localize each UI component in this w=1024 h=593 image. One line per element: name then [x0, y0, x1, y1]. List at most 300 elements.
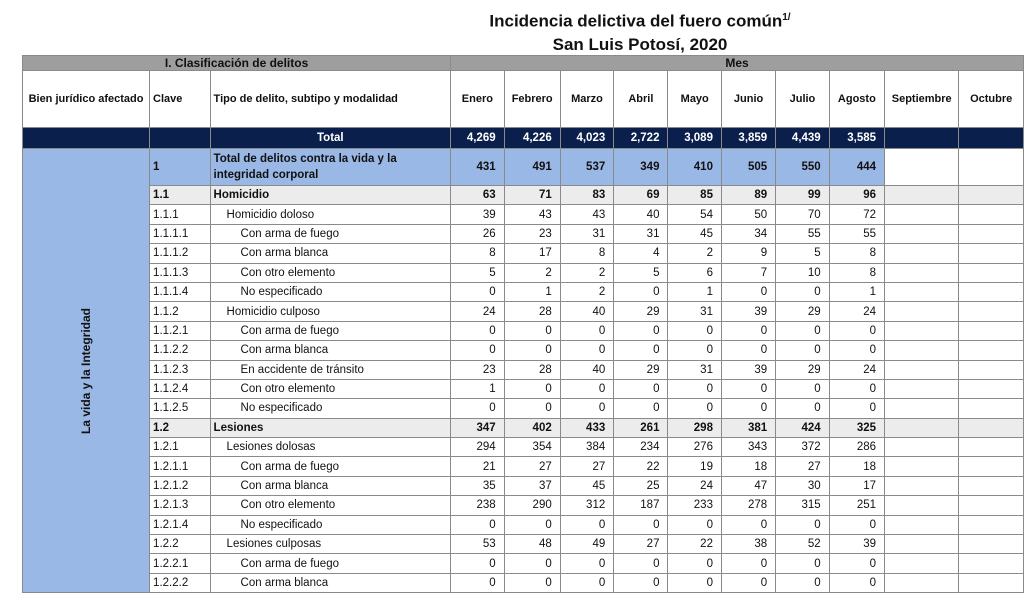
value-cell-marzo: 83 — [560, 186, 614, 205]
value-cell-junio: 38 — [721, 535, 775, 554]
month-header-enero: Enero — [451, 71, 505, 128]
table-row — [23, 321, 1024, 340]
clave-cell: 1.1.2.5 — [150, 399, 211, 418]
value-cell-julio: 424 — [776, 418, 830, 437]
value-cell-septiembre — [885, 224, 959, 243]
tipo-cell: Lesiones dolosas — [210, 438, 451, 457]
clave-cell: 1.1.2.3 — [150, 360, 211, 379]
value-cell-mayo: 31 — [668, 302, 722, 321]
value-cell-octubre — [959, 438, 1024, 457]
value-cell-julio: 10 — [776, 263, 830, 282]
value-cell-junio: 505 — [721, 149, 775, 186]
value-cell-septiembre — [885, 399, 959, 418]
value-cell-marzo: 2 — [560, 263, 614, 282]
value-cell-julio: 27 — [776, 457, 830, 476]
clave-cell: 1.2 — [150, 418, 211, 437]
table-row — [23, 360, 1024, 379]
value-cell-junio: 39 — [721, 302, 775, 321]
value-cell-septiembre — [885, 515, 959, 534]
title-line1: Incidencia delictiva del fuero común — [489, 11, 783, 31]
value-cell-enero: 63 — [451, 186, 505, 205]
value-cell-octubre — [959, 128, 1024, 149]
value-cell-octubre — [959, 496, 1024, 515]
value-cell-junio: 0 — [721, 573, 775, 592]
value-cell-abril: 261 — [614, 418, 668, 437]
clave-cell — [150, 128, 211, 149]
value-cell-febrero: 0 — [504, 379, 560, 398]
value-cell-abril: 0 — [614, 341, 668, 360]
value-cell-marzo: 45 — [560, 476, 614, 495]
value-cell-enero: 0 — [451, 515, 505, 534]
value-cell-julio: 99 — [776, 186, 830, 205]
clave-cell: 1.2.2 — [150, 535, 211, 554]
value-cell-enero: 21 — [451, 457, 505, 476]
tipo-cell: En accidente de tránsito — [210, 360, 451, 379]
value-cell-octubre — [959, 554, 1024, 573]
value-cell-enero: 0 — [451, 321, 505, 340]
value-cell-enero: 24 — [451, 302, 505, 321]
value-cell-septiembre — [885, 149, 959, 186]
clave-header: Clave — [150, 71, 211, 128]
value-cell-agosto: 251 — [829, 496, 884, 515]
value-cell-julio: 550 — [776, 149, 830, 186]
value-cell-marzo: 0 — [560, 379, 614, 398]
value-cell-junio: 39 — [721, 360, 775, 379]
tipo-cell: Con otro elemento — [210, 263, 451, 282]
tipo-header: Tipo de delito, subtipo y modalidad — [210, 71, 451, 128]
value-cell-septiembre — [885, 573, 959, 592]
value-cell-agosto: 18 — [829, 457, 884, 476]
value-cell-junio: 0 — [721, 515, 775, 534]
value-cell-octubre — [959, 535, 1024, 554]
value-cell-julio: 30 — [776, 476, 830, 495]
tipo-cell: Con arma blanca — [210, 341, 451, 360]
value-cell-abril: 27 — [614, 535, 668, 554]
value-cell-julio: 70 — [776, 205, 830, 224]
value-cell-mayo: 54 — [668, 205, 722, 224]
tipo-cell: No especificado — [210, 515, 451, 534]
value-cell-agosto: 72 — [829, 205, 884, 224]
value-cell-agosto: 1 — [829, 282, 884, 301]
month-header-febrero: Febrero — [504, 71, 560, 128]
value-cell-septiembre — [885, 554, 959, 573]
value-cell-octubre — [959, 379, 1024, 398]
value-cell-mayo: 0 — [668, 515, 722, 534]
value-cell-septiembre — [885, 263, 959, 282]
value-cell-julio: 0 — [776, 341, 830, 360]
tipo-cell: Con arma de fuego — [210, 554, 451, 573]
month-header-agosto: Agosto — [829, 71, 884, 128]
value-cell-agosto: 39 — [829, 535, 884, 554]
clave-cell: 1.1 — [150, 186, 211, 205]
value-cell-febrero: 0 — [504, 554, 560, 573]
value-cell-julio: 315 — [776, 496, 830, 515]
tipo-cell: Homicidio culposo — [210, 302, 451, 321]
clave-cell: 1 — [150, 149, 211, 186]
value-cell-febrero: 27 — [504, 457, 560, 476]
value-cell-julio: 0 — [776, 573, 830, 592]
value-cell-enero: 35 — [451, 476, 505, 495]
title-footnote: 1/ — [782, 12, 791, 23]
value-cell-junio: 0 — [721, 399, 775, 418]
value-cell-abril: 0 — [614, 282, 668, 301]
value-cell-agosto: 24 — [829, 360, 884, 379]
value-cell-enero: 431 — [451, 149, 505, 186]
value-cell-abril: 0 — [614, 321, 668, 340]
value-cell-agosto: 0 — [829, 554, 884, 573]
value-cell-junio: 50 — [721, 205, 775, 224]
clave-cell: 1.2.1 — [150, 438, 211, 457]
value-cell-febrero: 0 — [504, 399, 560, 418]
value-cell-febrero: 28 — [504, 360, 560, 379]
value-cell-enero: 0 — [451, 341, 505, 360]
value-cell-febrero: 402 — [504, 418, 560, 437]
tipo-cell: Con arma de fuego — [210, 224, 451, 243]
clave-cell: 1.1.1.4 — [150, 282, 211, 301]
value-cell-febrero: 354 — [504, 438, 560, 457]
tipo-cell: Con otro elemento — [210, 379, 451, 398]
value-cell-enero: 347 — [451, 418, 505, 437]
value-cell-febrero: 37 — [504, 476, 560, 495]
value-cell-agosto: 8 — [829, 244, 884, 263]
value-cell-junio: 3,859 — [721, 128, 775, 149]
value-cell-abril: 2,722 — [614, 128, 668, 149]
value-cell-julio: 29 — [776, 302, 830, 321]
table-row — [23, 186, 1024, 205]
value-cell-octubre — [959, 149, 1024, 186]
value-cell-octubre — [959, 476, 1024, 495]
value-cell-agosto: 0 — [829, 573, 884, 592]
value-cell-mayo: 24 — [668, 476, 722, 495]
tipo-cell: Total — [210, 128, 451, 149]
value-cell-abril: 0 — [614, 515, 668, 534]
value-cell-octubre — [959, 515, 1024, 534]
value-cell-abril: 69 — [614, 186, 668, 205]
value-cell-marzo: 8 — [560, 244, 614, 263]
value-cell-enero: 26 — [451, 224, 505, 243]
value-cell-marzo: 2 — [560, 282, 614, 301]
clave-cell: 1.1.2 — [150, 302, 211, 321]
value-cell-abril: 4 — [614, 244, 668, 263]
value-cell-octubre — [959, 341, 1024, 360]
value-cell-enero: 294 — [451, 438, 505, 457]
value-cell-agosto: 444 — [829, 149, 884, 186]
value-cell-junio: 0 — [721, 341, 775, 360]
header-row-2 — [23, 71, 1024, 128]
table-row — [23, 379, 1024, 398]
table-row — [23, 341, 1024, 360]
value-cell-octubre — [959, 302, 1024, 321]
month-header-abril: Abril — [614, 71, 668, 128]
value-cell-octubre — [959, 244, 1024, 263]
clave-cell: 1.2.1.4 — [150, 515, 211, 534]
value-cell-febrero: 491 — [504, 149, 560, 186]
clave-cell: 1.2.1.1 — [150, 457, 211, 476]
value-cell-junio: 381 — [721, 418, 775, 437]
tipo-cell: Con arma de fuego — [210, 457, 451, 476]
value-cell-septiembre — [885, 128, 959, 149]
value-cell-marzo: 40 — [560, 360, 614, 379]
value-cell-octubre — [959, 399, 1024, 418]
value-cell-agosto: 286 — [829, 438, 884, 457]
value-cell-marzo: 27 — [560, 457, 614, 476]
tipo-cell: Lesiones — [210, 418, 451, 437]
month-header-marzo: Marzo — [560, 71, 614, 128]
mes-header: Mes — [451, 56, 1024, 71]
value-cell-octubre — [959, 573, 1024, 592]
page-title — [380, 6, 900, 56]
value-cell-mayo: 6 — [668, 263, 722, 282]
value-cell-abril: 234 — [614, 438, 668, 457]
value-cell-septiembre — [885, 379, 959, 398]
value-cell-junio: 343 — [721, 438, 775, 457]
value-cell-agosto: 0 — [829, 341, 884, 360]
value-cell-abril: 29 — [614, 360, 668, 379]
value-cell-junio: 9 — [721, 244, 775, 263]
value-cell-enero: 0 — [451, 282, 505, 301]
value-cell-junio: 89 — [721, 186, 775, 205]
value-cell-julio: 0 — [776, 515, 830, 534]
value-cell-junio: 0 — [721, 321, 775, 340]
value-cell-julio: 0 — [776, 554, 830, 573]
value-cell-marzo: 384 — [560, 438, 614, 457]
value-cell-julio: 52 — [776, 535, 830, 554]
table-row — [23, 554, 1024, 573]
value-cell-abril: 187 — [614, 496, 668, 515]
value-cell-julio: 4,439 — [776, 128, 830, 149]
value-cell-marzo: 0 — [560, 573, 614, 592]
value-cell-junio: 278 — [721, 496, 775, 515]
value-cell-septiembre — [885, 438, 959, 457]
value-cell-septiembre — [885, 418, 959, 437]
tipo-cell: No especificado — [210, 282, 451, 301]
value-cell-octubre — [959, 282, 1024, 301]
value-cell-marzo: 0 — [560, 341, 614, 360]
value-cell-mayo: 410 — [668, 149, 722, 186]
table-row — [23, 399, 1024, 418]
value-cell-marzo: 31 — [560, 224, 614, 243]
value-cell-mayo: 233 — [668, 496, 722, 515]
tipo-cell: Con arma blanca — [210, 476, 451, 495]
value-cell-septiembre — [885, 244, 959, 263]
section-header: I. Clasificación de delitos — [23, 56, 451, 71]
value-cell-agosto: 17 — [829, 476, 884, 495]
table-row — [23, 438, 1024, 457]
value-cell-septiembre — [885, 302, 959, 321]
value-cell-septiembre — [885, 535, 959, 554]
value-cell-marzo: 0 — [560, 554, 614, 573]
table-row — [23, 535, 1024, 554]
value-cell-mayo: 3,089 — [668, 128, 722, 149]
value-cell-marzo: 43 — [560, 205, 614, 224]
value-cell-abril: 0 — [614, 379, 668, 398]
value-cell-agosto: 55 — [829, 224, 884, 243]
value-cell-enero: 0 — [451, 554, 505, 573]
header-row-1 — [23, 56, 1024, 71]
value-cell-julio: 5 — [776, 244, 830, 263]
tipo-cell: Total de delitos contra la vida y la integridad corporal — [210, 149, 451, 186]
clave-cell: 1.2.1.2 — [150, 476, 211, 495]
value-cell-julio: 0 — [776, 379, 830, 398]
value-cell-mayo: 0 — [668, 321, 722, 340]
value-cell-octubre — [959, 360, 1024, 379]
month-header-julio: Julio — [776, 71, 830, 128]
clave-cell: 1.1.2.2 — [150, 341, 211, 360]
value-cell-febrero: 0 — [504, 573, 560, 592]
clave-cell: 1.1.1.1 — [150, 224, 211, 243]
value-cell-abril: 0 — [614, 573, 668, 592]
tipo-cell: Con otro elemento — [210, 496, 451, 515]
value-cell-abril: 349 — [614, 149, 668, 186]
value-cell-agosto: 0 — [829, 321, 884, 340]
clave-cell: 1.2.2.1 — [150, 554, 211, 573]
value-cell-febrero: 290 — [504, 496, 560, 515]
value-cell-octubre — [959, 457, 1024, 476]
table-row — [23, 476, 1024, 495]
value-cell-mayo: 298 — [668, 418, 722, 437]
value-cell-junio: 34 — [721, 224, 775, 243]
table-row — [23, 496, 1024, 515]
value-cell-marzo: 40 — [560, 302, 614, 321]
value-cell-septiembre — [885, 186, 959, 205]
value-cell-abril: 0 — [614, 399, 668, 418]
value-cell-enero: 238 — [451, 496, 505, 515]
value-cell-febrero: 2 — [504, 263, 560, 282]
table-row — [23, 515, 1024, 534]
value-cell-mayo: 0 — [668, 554, 722, 573]
tipo-cell: Lesiones culposas — [210, 535, 451, 554]
value-cell-julio: 29 — [776, 360, 830, 379]
value-cell-enero: 0 — [451, 399, 505, 418]
value-cell-septiembre — [885, 321, 959, 340]
table-row — [23, 205, 1024, 224]
clave-cell: 1.1.1 — [150, 205, 211, 224]
value-cell-marzo: 0 — [560, 321, 614, 340]
table-row — [23, 418, 1024, 437]
blank-cell — [23, 128, 150, 149]
value-cell-junio: 18 — [721, 457, 775, 476]
tipo-cell: Con arma blanca — [210, 573, 451, 592]
value-cell-agosto: 24 — [829, 302, 884, 321]
value-cell-febrero: 43 — [504, 205, 560, 224]
value-cell-marzo: 537 — [560, 149, 614, 186]
value-cell-mayo: 0 — [668, 573, 722, 592]
value-cell-abril: 40 — [614, 205, 668, 224]
value-cell-marzo: 49 — [560, 535, 614, 554]
value-cell-septiembre — [885, 496, 959, 515]
value-cell-marzo: 0 — [560, 515, 614, 534]
value-cell-junio: 0 — [721, 554, 775, 573]
value-cell-junio: 0 — [721, 282, 775, 301]
month-header-mayo: Mayo — [668, 71, 722, 128]
value-cell-febrero: 23 — [504, 224, 560, 243]
value-cell-febrero: 0 — [504, 321, 560, 340]
value-cell-mayo: 85 — [668, 186, 722, 205]
table-row — [23, 244, 1024, 263]
value-cell-mayo: 19 — [668, 457, 722, 476]
value-cell-abril: 29 — [614, 302, 668, 321]
value-cell-marzo: 4,023 — [560, 128, 614, 149]
value-cell-agosto: 0 — [829, 515, 884, 534]
value-cell-febrero: 0 — [504, 341, 560, 360]
value-cell-agosto: 0 — [829, 379, 884, 398]
bien-juridico-cell — [23, 149, 150, 593]
value-cell-abril: 0 — [614, 554, 668, 573]
value-cell-mayo: 2 — [668, 244, 722, 263]
value-cell-febrero: 4,226 — [504, 128, 560, 149]
value-cell-enero: 4,269 — [451, 128, 505, 149]
value-cell-mayo: 0 — [668, 399, 722, 418]
value-cell-septiembre — [885, 457, 959, 476]
tipo-cell: Con arma blanca — [210, 244, 451, 263]
value-cell-octubre — [959, 205, 1024, 224]
value-cell-octubre — [959, 263, 1024, 282]
value-cell-febrero: 17 — [504, 244, 560, 263]
value-cell-enero: 5 — [451, 263, 505, 282]
table-row — [23, 224, 1024, 243]
value-cell-julio: 0 — [776, 321, 830, 340]
table-row — [23, 457, 1024, 476]
value-cell-agosto: 96 — [829, 186, 884, 205]
value-cell-mayo: 0 — [668, 379, 722, 398]
value-cell-febrero: 48 — [504, 535, 560, 554]
month-header-octubre: Octubre — [959, 71, 1024, 128]
value-cell-septiembre — [885, 341, 959, 360]
tipo-cell: No especificado — [210, 399, 451, 418]
value-cell-septiembre — [885, 360, 959, 379]
value-cell-marzo: 312 — [560, 496, 614, 515]
tipo-cell: Homicidio doloso — [210, 205, 451, 224]
value-cell-febrero: 1 — [504, 282, 560, 301]
value-cell-enero: 23 — [451, 360, 505, 379]
value-cell-enero: 39 — [451, 205, 505, 224]
value-cell-enero: 8 — [451, 244, 505, 263]
tipo-cell: Homicidio — [210, 186, 451, 205]
value-cell-junio: 7 — [721, 263, 775, 282]
value-cell-julio: 0 — [776, 399, 830, 418]
total-row — [23, 128, 1024, 149]
bien-header: Bien jurídico afectado — [23, 71, 150, 128]
value-cell-junio: 0 — [721, 379, 775, 398]
bien-juridico-label: La vida y la Integridad — [79, 307, 94, 434]
table-row — [23, 149, 1024, 186]
value-cell-agosto: 3,585 — [829, 128, 884, 149]
value-cell-mayo: 45 — [668, 224, 722, 243]
value-cell-agosto: 0 — [829, 399, 884, 418]
value-cell-agosto: 325 — [829, 418, 884, 437]
clave-cell: 1.1.2.1 — [150, 321, 211, 340]
title-line2: San Luis Potosí, 2020 — [552, 34, 728, 54]
table-row — [23, 573, 1024, 592]
value-cell-mayo: 0 — [668, 341, 722, 360]
value-cell-octubre — [959, 418, 1024, 437]
value-cell-julio: 55 — [776, 224, 830, 243]
value-cell-septiembre — [885, 282, 959, 301]
value-cell-octubre — [959, 321, 1024, 340]
value-cell-febrero: 71 — [504, 186, 560, 205]
clave-cell: 1.1.1.2 — [150, 244, 211, 263]
value-cell-abril: 25 — [614, 476, 668, 495]
clave-cell: 1.1.1.3 — [150, 263, 211, 282]
table-row — [23, 282, 1024, 301]
month-header-septiembre: Septiembre — [885, 71, 959, 128]
value-cell-enero: 53 — [451, 535, 505, 554]
value-cell-octubre — [959, 224, 1024, 243]
value-cell-septiembre — [885, 205, 959, 224]
value-cell-mayo: 22 — [668, 535, 722, 554]
value-cell-marzo: 0 — [560, 399, 614, 418]
value-cell-abril: 22 — [614, 457, 668, 476]
